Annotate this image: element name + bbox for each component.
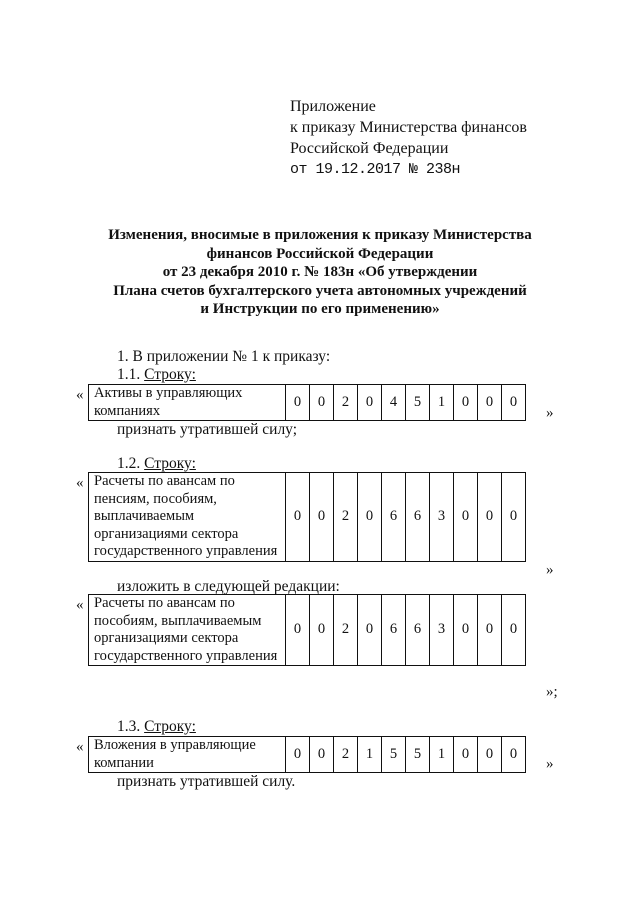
account-name: Расчеты по авансам по пособиям, выплачиваемым организациями сектора государственного управления [89, 595, 286, 666]
account-digit: 5 [406, 737, 430, 773]
header-line-federation: Российской Федерации [290, 140, 449, 157]
account-digit: 0 [478, 385, 502, 421]
instruction-invalidate: признать утратившей силу; [117, 421, 298, 438]
account-name: Расчеты по авансам по пенсиям, пособиям, выплачиваемым организациями сектора государственного управления [89, 473, 286, 562]
account-digit: 0 [454, 595, 478, 666]
subsection-word: Строку: [144, 718, 196, 735]
subsection-number: 1.2. [117, 455, 145, 472]
account-digit: 0 [478, 737, 502, 773]
account-digit: 1 [430, 385, 454, 421]
close-quote: » [546, 405, 554, 421]
account-table-2 [88, 472, 526, 562]
account-digit: 0 [286, 737, 310, 773]
account-digit: 0 [310, 385, 334, 421]
title-line-4: Плана счетов бухгалтерского учета автономных учреждений [113, 282, 527, 299]
account-digit: 2 [334, 385, 358, 421]
account-digit: 0 [502, 737, 526, 773]
subsection-number: 1.3. [117, 718, 145, 735]
account-digit: 4 [382, 385, 406, 421]
instruction-edit: изложить в следующей редакции: [117, 578, 340, 595]
account-digit: 6 [406, 595, 430, 666]
table-row [89, 473, 526, 562]
open-quote: « [76, 739, 84, 755]
account-digit: 0 [310, 737, 334, 773]
account-digit: 2 [334, 473, 358, 562]
account-digit: 0 [286, 595, 310, 666]
table-row [89, 385, 526, 421]
account-name: Активы в управляющих компаниях [89, 385, 286, 421]
account-name: Вложения в управляющие компании [89, 737, 286, 773]
account-digit: 0 [286, 385, 310, 421]
close-quote-semicolon: »; [546, 684, 558, 700]
account-digit: 1 [358, 737, 382, 773]
account-digit: 1 [430, 737, 454, 773]
account-digit: 0 [286, 473, 310, 562]
account-digit: 0 [454, 385, 478, 421]
subsection-word: Строку: [144, 366, 196, 383]
close-quote: » [546, 756, 554, 772]
subsection-number: 1.1. [117, 366, 145, 383]
account-digit: 0 [502, 385, 526, 421]
title-line-5: и Инструкции по его применению» [200, 301, 440, 317]
account-digit: 6 [382, 595, 406, 666]
account-table-3 [88, 594, 526, 666]
account-digit: 6 [406, 473, 430, 562]
open-quote: « [76, 597, 84, 613]
subsection-1-3 [117, 718, 196, 736]
header-line-order: к приказу Министерства финансов [290, 119, 527, 136]
account-table-4 [88, 736, 526, 773]
title-line-2: финансов Российской Федерации [206, 245, 434, 262]
account-digit: 5 [406, 385, 430, 421]
subsection-word: Строку: [144, 455, 196, 472]
title-line-3: от 23 декабря 2010 г. № 183н «Об утверждении [162, 264, 478, 280]
header-line-date-number: от 19.12.2017 № 238н [290, 161, 461, 178]
account-table-1 [88, 384, 526, 421]
account-digit: 0 [454, 737, 478, 773]
account-digit: 3 [430, 473, 454, 562]
account-digit: 0 [358, 595, 382, 666]
open-quote: « [76, 475, 84, 491]
account-digit: 2 [334, 595, 358, 666]
account-digit: 0 [310, 595, 334, 666]
account-digit: 6 [382, 473, 406, 562]
open-quote: « [76, 387, 84, 403]
table-row [89, 737, 526, 773]
table-row [89, 595, 526, 666]
title-line-1: Изменения, вносимые в приложения к приказу Министерства [108, 227, 532, 243]
subsection-1-1 [117, 366, 196, 384]
paragraph-1: 1. В приложении № 1 к приказу: [117, 348, 331, 365]
instruction-invalidate-final: признать утратившей силу. [117, 773, 296, 790]
account-digit: 0 [502, 595, 526, 666]
document-title [40, 226, 600, 319]
subsection-1-2 [117, 455, 196, 473]
header-line-appendix: Приложение [290, 98, 376, 115]
account-digit: 0 [358, 473, 382, 562]
account-digit: 0 [478, 595, 502, 666]
account-digit: 5 [382, 737, 406, 773]
account-digit: 0 [454, 473, 478, 562]
account-digit: 0 [478, 473, 502, 562]
account-digit: 0 [502, 473, 526, 562]
account-digit: 0 [358, 385, 382, 421]
account-digit: 3 [430, 595, 454, 666]
account-digit: 0 [310, 473, 334, 562]
account-digit: 2 [334, 737, 358, 773]
close-quote: » [546, 562, 554, 578]
